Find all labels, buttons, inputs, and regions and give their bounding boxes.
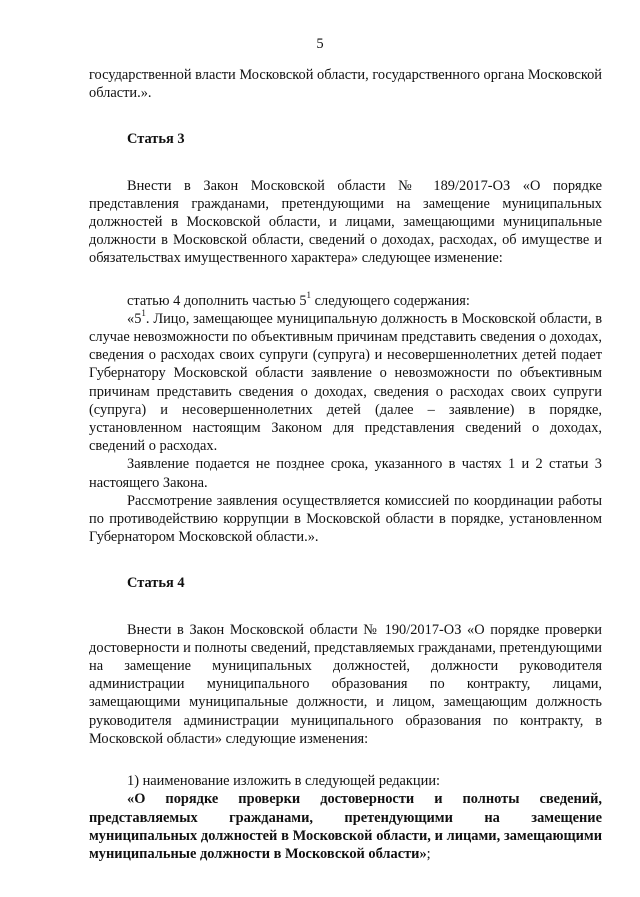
article-4-paragraph-1: Внести в Закон Московской области № 190/2017-ОЗ «О порядке проверки достоверности и полноты сведений, представляемых гражданами, претендующими на замещение муниципальных должностей, должности руководителя администрации муниципального образования по контракту, лицами, замещающими муниципальные должности, и лицом, замещающим должность руководителя администрации муниципального образования по контракту, в Московской области» следующие изменения: <box>89 621 602 747</box>
new-title-tail: ; <box>426 845 431 862</box>
article-3-paragraph-1: Внести в Закон Московской области № 189/2017-ОЗ «О порядке представления гражданами, претендующими на замещение муниципальных должностей в Московской области, и лицами, замещающими муниципальные должности в Московской области, сведений о доходах, расходах, об имуществе и обязательствах имущественного характера» следующее изменение: <box>89 177 602 267</box>
article-3-paragraph-3 <box>89 310 602 456</box>
text-segment: . Лицо, замещающее муниципальную должность в Московской области, в случае невозможности по объективным причинам представить сведения о доходах, сведения о расходах своих супруги (супруга) и несовершеннолетних детей подает Губернатору Московской области заявление о невозможности по объективным причинам представить сведения о доходах, сведения о расходах своих супруги (супруга) и несовершеннолетних детей (далее – заявление) в порядке, установленном настоящим Законом для представления сведений о доходах, сведений о расходах. <box>89 310 602 455</box>
article-4-heading: Статья 4 <box>127 575 185 592</box>
article-4-new-title <box>89 790 602 863</box>
article-3-heading: Статья 3 <box>127 131 185 148</box>
article-3-paragraph-4: Заявление подается не позднее срока, указанного в частях 1 и 2 статьи 3 настоящего Закона. <box>89 456 602 491</box>
text-segment: статью 4 дополнить частью 5 <box>127 292 307 309</box>
new-title-bold-text: «О порядке проверки достоверности и полноты сведений, представляемых гражданами, претендующими на замещение муниципальных должностей в Московской области, и лицами, замещающими муниципальные должности в Московской области» <box>89 791 602 862</box>
intro-tail-paragraph: государственной власти Московской области, государственного органа Московской области.». <box>89 67 602 102</box>
document-body <box>89 66 602 863</box>
article-3-paragraph-2 <box>89 289 602 310</box>
article-4-item-1: 1) наименование изложить в следующей редакции: <box>127 773 441 790</box>
text-segment: следующего содержания: <box>311 292 470 309</box>
article-3-paragraph-5: Рассмотрение заявления осуществляется комиссией по координации работы по противодействию коррупции в Московской области в порядке, установленном Губернатором Московской области.». <box>89 492 602 546</box>
superscript: 1 <box>306 289 312 300</box>
page-number: 5 <box>316 36 324 52</box>
superscript: 1 <box>141 308 146 319</box>
text-segment: «5 <box>127 310 142 327</box>
